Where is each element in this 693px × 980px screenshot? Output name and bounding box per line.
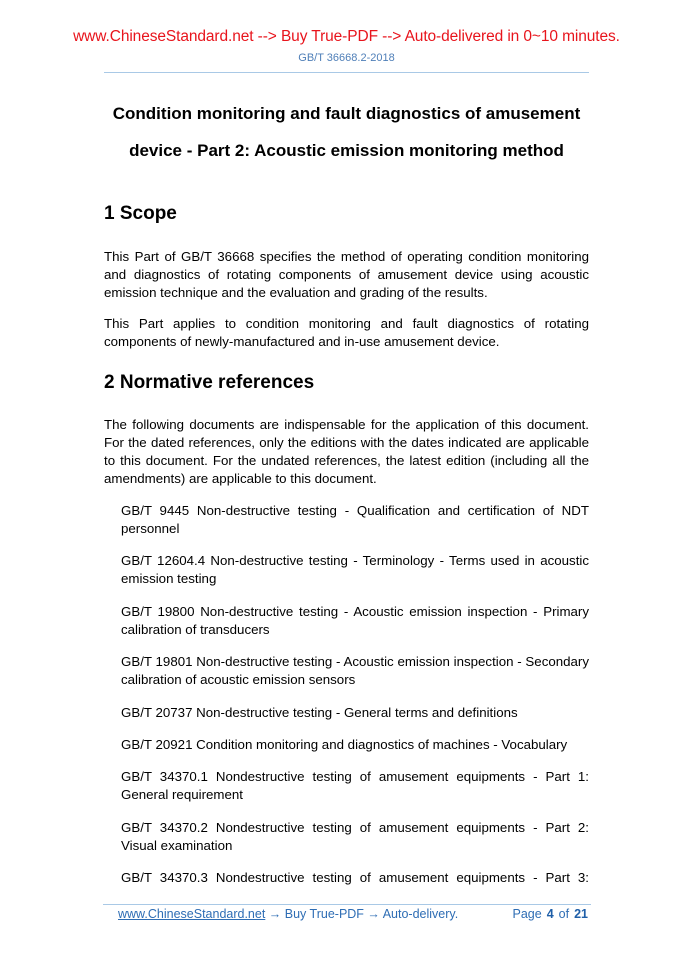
- reference-item: GB/T 34370.3 Nondestructive testing of amusement equipments - Part 3:: [121, 870, 589, 885]
- title-line-1: Condition monitoring and fault diagnostics of amusement: [112, 104, 581, 123]
- reference-item: GB/T 9445 Non-destructive testing - Qualification and certification of NDT personnel: [121, 503, 589, 536]
- paragraph: This Part applies to condition monitoring and fault diagnostics of rotating components of newly-manufactured and in-use amusement device.: [104, 316, 589, 349]
- title-line-2: device - Part 2: Acoustic emission monitoring method: [129, 141, 564, 160]
- reference-item: GB/T 19800 Non-destructive testing - Acoustic emission inspection - Primary calibration of transducers: [121, 604, 589, 637]
- section-heading: 2 Normative references: [104, 372, 315, 393]
- promo-banner: www.ChineseStandard.net --> Buy True-PDF --> Auto-delivered in 0~10 minutes.: [73, 28, 620, 45]
- reference-item: GB/T 34370.1 Nondestructive testing of amusement equipments - Part 1: General requirement: [121, 769, 589, 802]
- document-code: GB/T 36668.2-2018: [298, 52, 395, 64]
- reference-item: GB/T 20921 Condition monitoring and diagnostics of machines - Vocabulary: [121, 737, 568, 752]
- page-indicator: [513, 907, 589, 921]
- footer-promo-text: → Buy True-PDF → Auto-delivery.: [265, 907, 459, 921]
- paragraph: This Part of GB/T 36668 specifies the method of operating condition monitoring and diagnostics of rotating components of amusement device using acoustic emission technique and the evaluation and grading of the results.: [104, 249, 589, 300]
- page-label: Page: [512, 907, 542, 921]
- paragraph: The following documents are indispensable for the application of this document. For the dated references, only the editions with the dates indicated are applicable to this document. For the undated references, the latest edition (including all the amendments) are applicable to this document.: [104, 417, 589, 486]
- reference-item: GB/T 19801 Non-destructive testing - Acoustic emission inspection - Secondary calibration of acoustic emission sensors: [121, 654, 589, 687]
- header-divider: [104, 72, 589, 73]
- reference-item: GB/T 34370.2 Nondestructive testing of amusement equipments - Part 2: Visual examination: [121, 820, 589, 853]
- section-heading: 1 Scope: [104, 203, 177, 224]
- footer-promo: [118, 907, 458, 921]
- reference-item: GB/T 12604.4 Non-destructive testing - Terminology - Terms used in acoustic emission testing: [121, 553, 589, 586]
- page-total: 21: [574, 907, 588, 921]
- reference-item: GB/T 20737 Non-destructive testing - General terms and definitions: [121, 705, 518, 720]
- page-current: 4: [546, 907, 554, 921]
- footer-site-link[interactable]: www.ChineseStandard.net: [118, 907, 266, 921]
- footer-divider: [103, 904, 591, 905]
- page-footer: [118, 907, 588, 921]
- of-label: of: [558, 907, 570, 921]
